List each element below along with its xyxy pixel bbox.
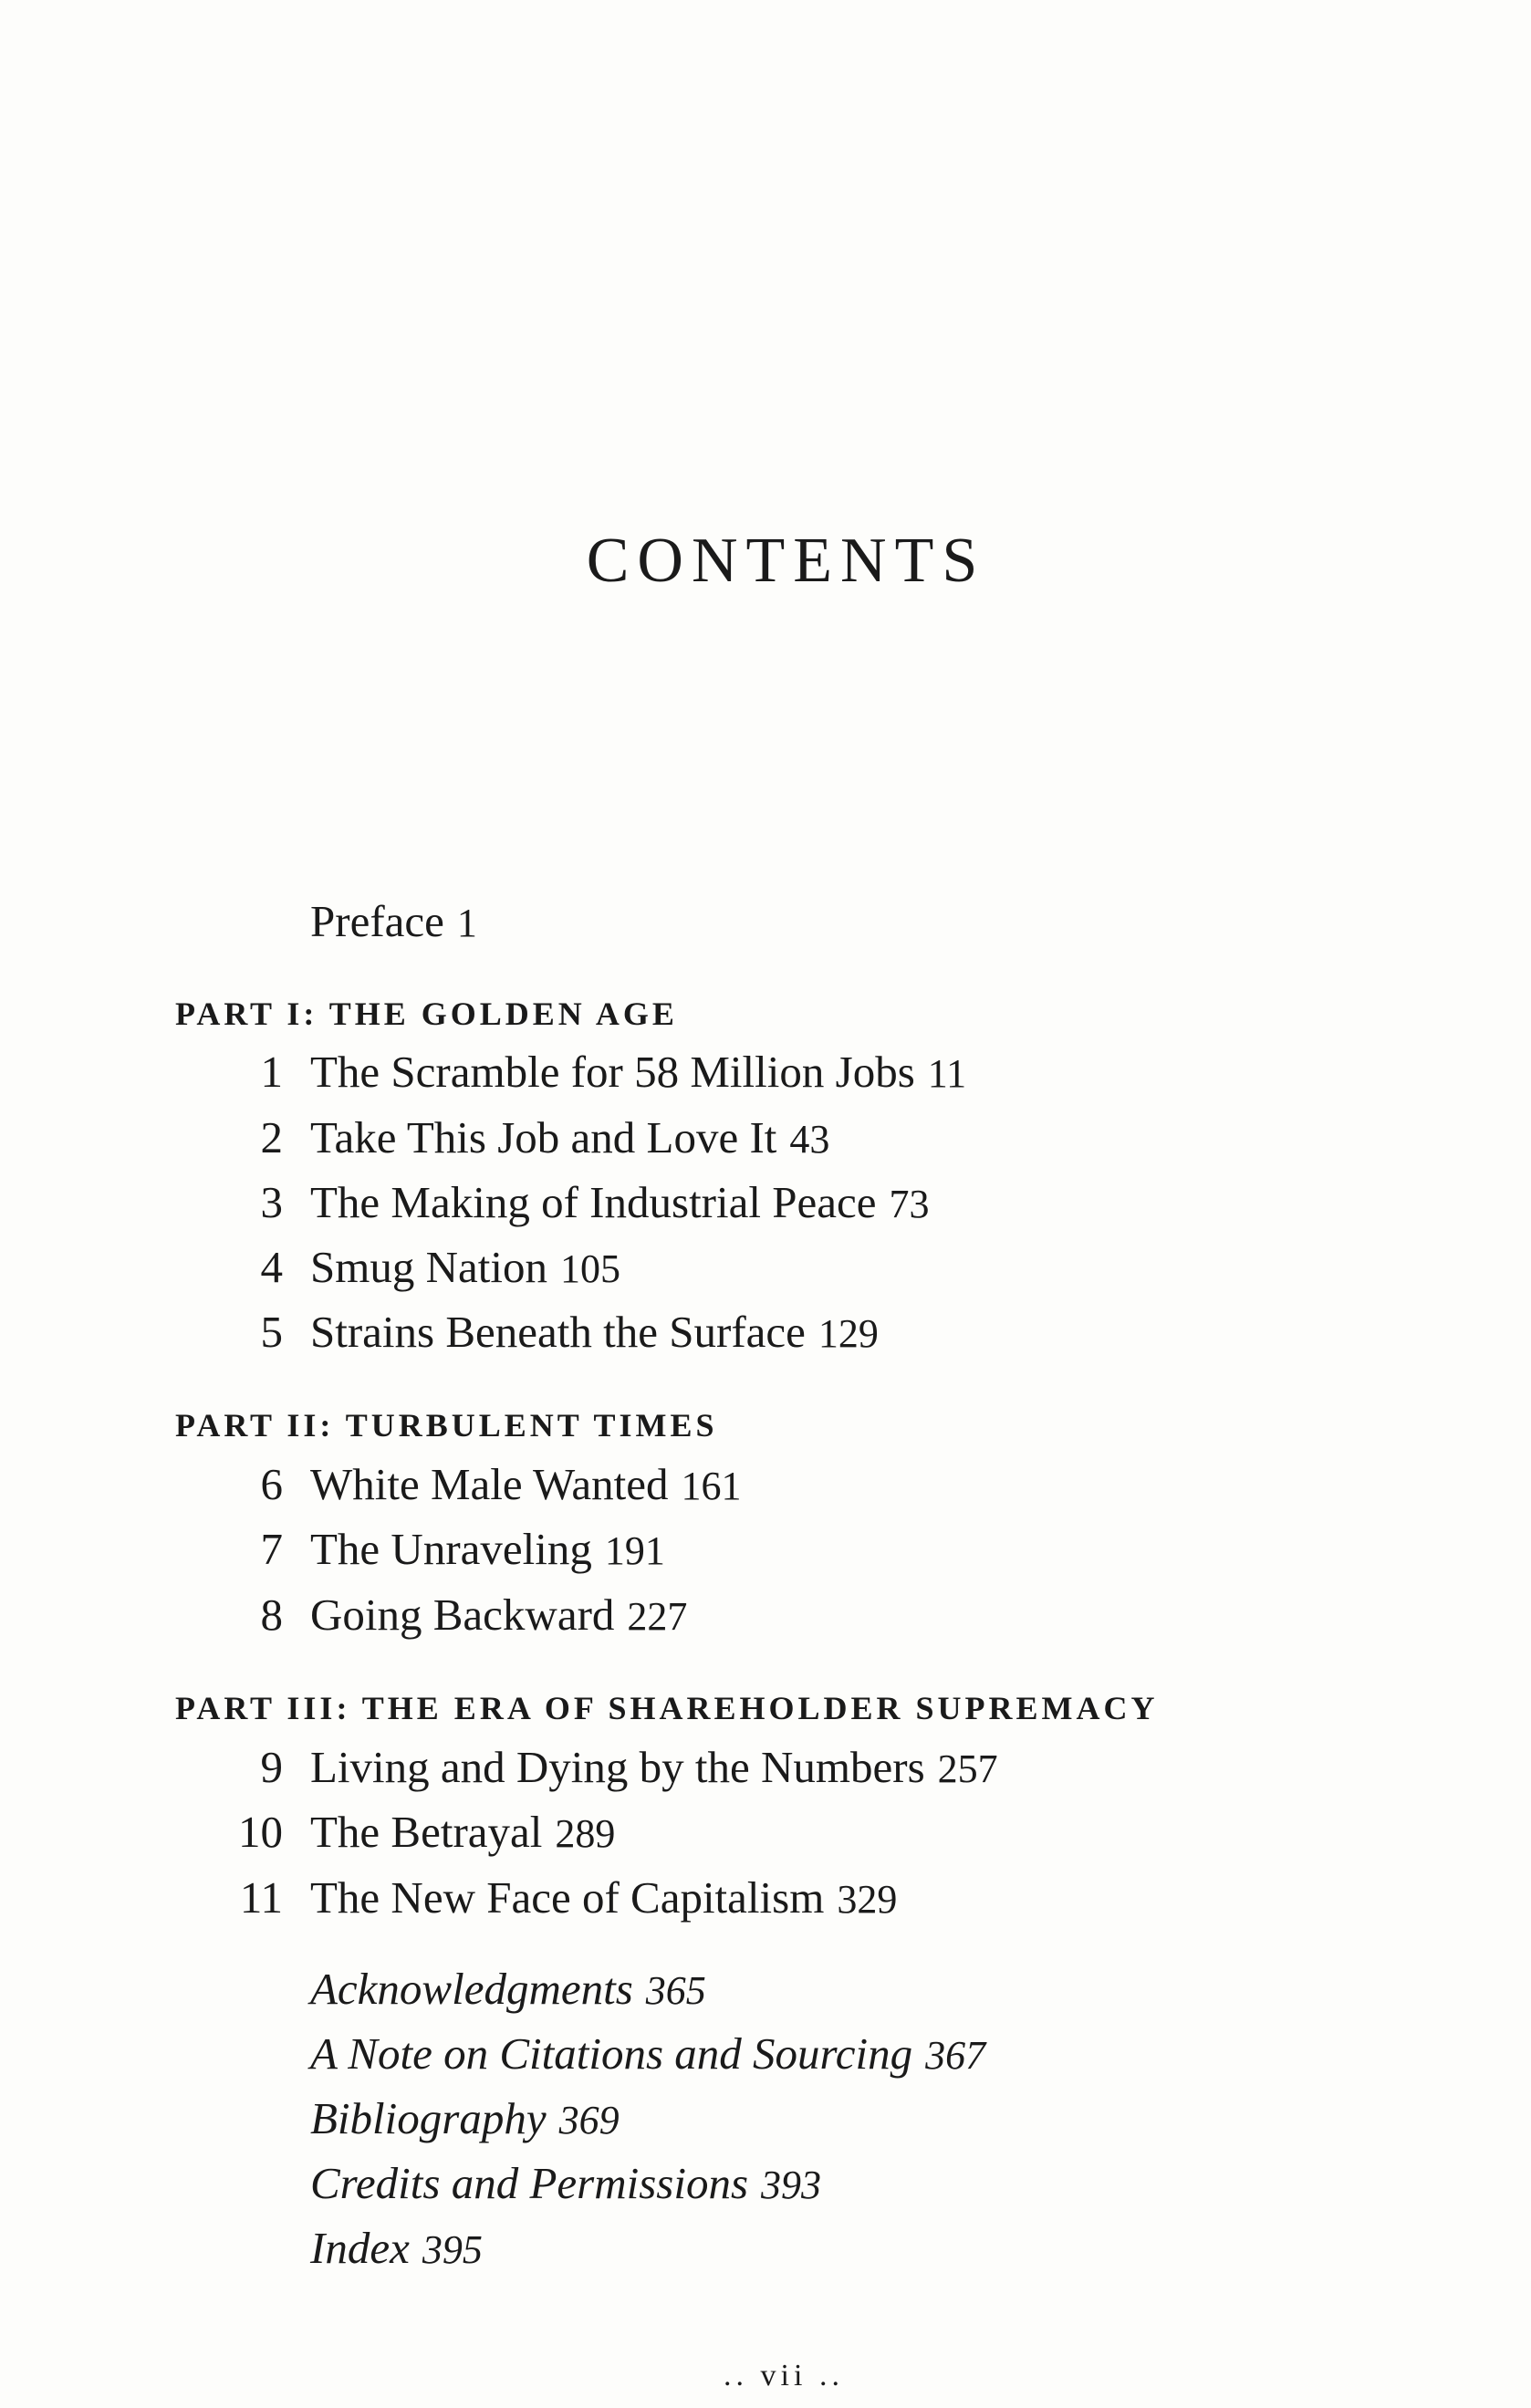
toc-entry-chapter [0, 1045, 1531, 1100]
entry-page: 329 [837, 1877, 898, 1922]
entry-title: The Making of Industrial Peace [310, 1177, 877, 1227]
entry-page: 227 [627, 1594, 688, 1639]
entry-title: Take This Job and Love It [310, 1112, 777, 1162]
chapter-number: 4 [260, 1242, 283, 1292]
page-number-folio: .. vii .. [724, 2359, 844, 2392]
part-heading: PART III: THE ERA OF SHAREHOLDER SUPREMACY [175, 1690, 1159, 1726]
entry-page: 395 [422, 2227, 483, 2272]
chapter-number: 1 [260, 1047, 283, 1097]
entry-page: 11 [927, 1051, 967, 1096]
chapter-number: 11 [239, 1872, 283, 1923]
entry-page: 1 [456, 901, 477, 945]
entry-page: 365 [645, 1968, 706, 2013]
toc-entry-chapter [0, 1175, 1531, 1230]
entry-title: Going Backward [310, 1590, 615, 1640]
chapter-number: 2 [260, 1112, 283, 1162]
toc-entry-back-matter [0, 2027, 1531, 2081]
entry-page: 369 [558, 2098, 620, 2142]
entry-page: 393 [761, 2163, 822, 2207]
toc-entry-back-matter [0, 2156, 1531, 2211]
entry-title: Index [310, 2223, 410, 2273]
entry-page: 257 [937, 1746, 998, 1791]
chapter-number: 3 [260, 1177, 283, 1227]
chapter-number: 8 [260, 1590, 283, 1640]
entry-title: The Unraveling [310, 1524, 592, 1574]
toc-entry-chapter [0, 1305, 1531, 1360]
toc-entry-chapter [0, 1805, 1531, 1860]
entry-title: Living and Dying by the Numbers [310, 1742, 925, 1792]
entry-page: 161 [681, 1464, 742, 1508]
entry-page: 191 [604, 1528, 665, 1573]
toc-entry-chapter [0, 1457, 1531, 1512]
entry-title: A Note on Citations and Sourcing [310, 2028, 913, 2079]
entry-title: Acknowledgments [310, 1964, 633, 2014]
toc-entry-chapter [0, 1588, 1531, 1642]
part-heading: PART II: TURBULENT TIMES [175, 1407, 718, 1444]
entry-title: Strains Beneath the Surface [310, 1307, 806, 1357]
entry-page: 289 [555, 1811, 616, 1856]
entry-page: 73 [889, 1182, 930, 1226]
entry-title: Credits and Permissions [310, 2158, 749, 2208]
chapter-number: 7 [260, 1524, 283, 1574]
entry-title: Preface [310, 896, 444, 946]
toc-entry-chapter [0, 1110, 1531, 1165]
entry-page: 367 [925, 2033, 986, 2078]
chapter-number: 5 [260, 1307, 283, 1357]
entry-title: White Male Wanted [310, 1459, 669, 1509]
entry-page: 43 [789, 1117, 830, 1162]
entry-page: 105 [559, 1246, 620, 1291]
toc-entry-chapter [0, 1240, 1531, 1295]
toc-entry-chapter [0, 1522, 1531, 1577]
entry-title: Smug Nation [310, 1242, 547, 1292]
toc-entry-back-matter [0, 2091, 1531, 2146]
toc-entry-back-matter [0, 1962, 1531, 2017]
part-heading: PART I: THE GOLDEN AGE [175, 996, 678, 1032]
chapter-number: 10 [238, 1807, 283, 1857]
entry-title: The Scramble for 58 Million Jobs [310, 1047, 915, 1097]
entry-title: The Betrayal [310, 1807, 543, 1857]
entry-page: 129 [818, 1311, 879, 1356]
chapter-number: 9 [260, 1742, 283, 1792]
toc-entry-chapter [0, 1871, 1531, 1925]
page-title: CONTENTS [586, 526, 986, 596]
toc-entry-back-matter [0, 2221, 1531, 2276]
chapter-number: 6 [260, 1459, 283, 1509]
entry-title: Bibliography [310, 2093, 547, 2143]
entry-title: The New Face of Capitalism [310, 1872, 825, 1923]
toc-entry-preface [0, 894, 1531, 949]
toc-entry-chapter [0, 1740, 1531, 1795]
